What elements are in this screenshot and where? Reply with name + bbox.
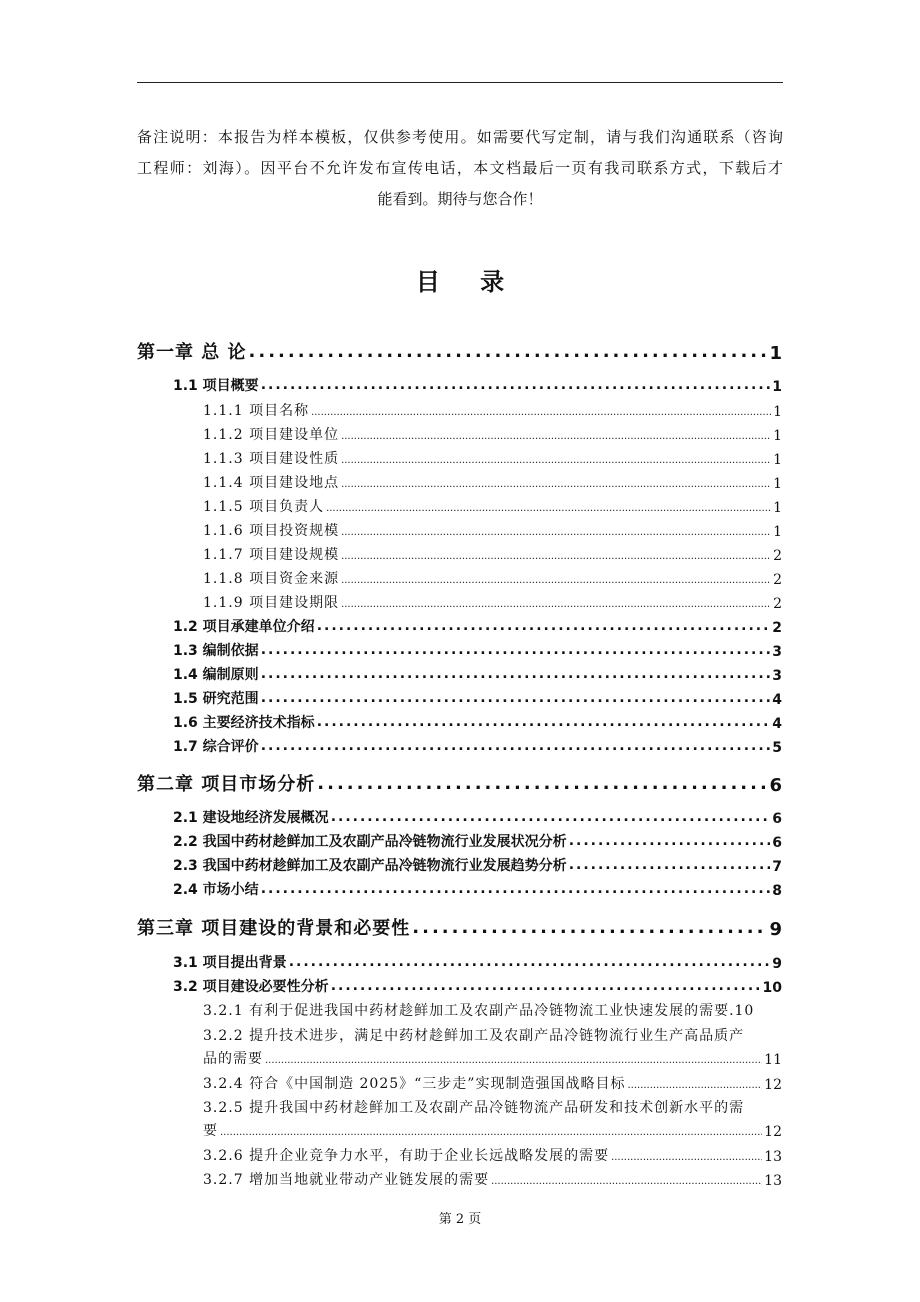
toc-page-number: 13 <box>764 1173 782 1189</box>
toc-section-2-1[interactable] <box>173 807 782 827</box>
toc-label: 1.1.6 项目投资规模 <box>203 523 340 539</box>
toc-label: 1.1 项目概要 <box>173 378 259 394</box>
toc-section-1-7[interactable] <box>173 736 782 756</box>
toc-subsection-3-2-2[interactable] <box>203 1048 782 1068</box>
toc-page-number: 2 <box>773 596 782 612</box>
toc-leader <box>261 885 771 899</box>
toc-page-number: 2 <box>772 620 782 636</box>
toc-page-number: 3 <box>772 668 782 684</box>
toc-subsection-1-1-8[interactable] <box>203 568 782 588</box>
toc-subsection-1-1-9[interactable] <box>203 592 782 612</box>
toc-leader <box>341 456 771 468</box>
toc-leader <box>331 982 761 996</box>
toc-page-number: 4 <box>772 716 782 732</box>
toc-label: 品的需要 <box>203 1051 263 1067</box>
toc-section-2-2[interactable] <box>173 831 782 851</box>
toc-label: 1.1.9 项目建设期限 <box>203 595 340 611</box>
toc-page-number: 1 <box>773 404 782 420</box>
toc-leader <box>491 1177 762 1189</box>
toc-label: 要 <box>203 1123 218 1139</box>
toc-label: 1.6 主要经济技术指标 <box>173 715 315 731</box>
toc-leader <box>317 778 767 796</box>
toc-chapter-3[interactable] <box>137 914 782 940</box>
toc-page-number: 6 <box>769 775 782 796</box>
toc-label: 2.3 我国中药材趁鲜加工及农副产品冷链物流行业发展趋势分析 <box>173 858 567 874</box>
toc-subsection-3-2-5-line1[interactable]: 3.2.5 提升我国中药材趁鲜加工及农副产品冷链物流产品研发和技术创新水平的需 <box>203 1100 745 1116</box>
toc-label: 2.2 我国中药材趁鲜加工及农副产品冷链物流行业发展状况分析 <box>173 834 567 850</box>
toc-label: 3.2 项目建设必要性分析 <box>173 979 329 995</box>
toc-leader <box>261 742 771 756</box>
toc-leader <box>331 813 771 827</box>
toc-page-number: 1 <box>773 476 782 492</box>
toc-leader <box>261 646 771 660</box>
toc-section-1-3[interactable] <box>173 640 782 660</box>
toc-leader <box>265 1056 762 1068</box>
toc-subsection-1-1-1[interactable] <box>203 400 782 420</box>
toc-page-number: 10 <box>762 980 782 996</box>
toc-leader <box>289 958 771 972</box>
toc-leader <box>341 480 771 492</box>
toc-leader <box>611 1153 762 1165</box>
toc-subsection-3-2-6[interactable] <box>203 1145 782 1165</box>
toc-chapter-1[interactable] <box>137 338 782 364</box>
toc-subsection-3-2-2-line1[interactable]: 3.2.2 提升技术进步，满足中药材趁鲜加工及农副产品冷链物流行业生产高品质产 <box>203 1028 745 1044</box>
toc-page-number: 7 <box>772 859 782 875</box>
toc-subsection-3-2-1[interactable]: 3.2.1 有利于促进我国中药材趁鲜加工及农副产品冷链物流工业快速发展的需要.10 <box>203 1003 755 1019</box>
toc-leader <box>412 922 767 940</box>
toc-page-number: 6 <box>772 835 782 851</box>
toc-page-number: 12 <box>764 1077 782 1093</box>
toc-page-number: 9 <box>769 919 782 940</box>
toc-leader <box>341 432 771 444</box>
header-rule <box>137 82 783 83</box>
toc-leader <box>311 408 771 420</box>
toc-label: 3.1 项目提出背景 <box>173 955 287 971</box>
toc-label: 1.3 编制依据 <box>173 643 259 659</box>
toc-page-number: 8 <box>772 883 782 899</box>
toc-section-3-2[interactable] <box>173 976 782 996</box>
toc-page-number: 9 <box>772 956 782 972</box>
toc-label: 1.5 研究范围 <box>173 691 259 707</box>
toc-leader <box>341 552 771 564</box>
toc-label: 3.2.7 增加当地就业带动产业链发展的需要 <box>203 1172 490 1188</box>
toc-label: 第二章 项目市场分析 <box>137 774 316 795</box>
toc-label: 第三章 项目建设的背景和必要性 <box>137 918 411 939</box>
toc-leader <box>261 694 771 708</box>
toc-title: 目 录 <box>415 268 521 296</box>
toc-chapter-2[interactable] <box>137 770 782 796</box>
toc-label: 2.1 建设地经济发展概况 <box>173 810 329 826</box>
toc-page-number: 3 <box>772 644 782 660</box>
toc-subsection-1-1-5[interactable] <box>203 496 782 516</box>
toc-page-number: 1 <box>773 500 782 516</box>
toc-section-2-4[interactable] <box>173 879 782 899</box>
toc-subsection-3-2-7[interactable] <box>203 1169 782 1189</box>
toc-label: 1.1.3 项目建设性质 <box>203 451 340 467</box>
toc-label: 1.4 编制原则 <box>173 667 259 683</box>
toc-subsection-1-1-2[interactable] <box>203 424 782 444</box>
toc-page-number: 1 <box>773 428 782 444</box>
toc-label: 1.2 项目承建单位介绍 <box>173 619 315 635</box>
toc-subsection-3-2-4[interactable] <box>203 1073 782 1093</box>
toc-page-number: 1 <box>773 452 782 468</box>
toc-label: 3.2.6 提升企业竞争力水平，有助于企业长远战略发展的需要 <box>203 1148 610 1164</box>
toc-label: 1.1.5 项目负责人 <box>203 499 325 515</box>
toc-leader <box>341 600 771 612</box>
note-line-1: 备注说明：本报告为样本模板，仅供参考使用。如需要代写定制，请与我们沟通联系（咨询 <box>137 128 783 146</box>
toc-section-1-6[interactable] <box>173 712 782 732</box>
toc-page-number: 5 <box>772 740 782 756</box>
disclaimer-note <box>137 122 783 215</box>
toc-leader <box>569 837 771 851</box>
toc-leader <box>261 381 771 395</box>
toc-leader <box>341 576 771 588</box>
toc-page-number: 1 <box>769 343 782 364</box>
page-footer: 第 2 页 <box>438 1212 482 1227</box>
toc-subsection-1-1-4[interactable] <box>203 472 782 492</box>
toc-label: 1.1.7 项目建设规模 <box>203 547 340 563</box>
toc-leader <box>249 346 768 364</box>
toc-leader <box>627 1081 762 1093</box>
note-line-3: 能看到。期待与您合作！ <box>377 190 543 208</box>
toc-subsection-1-1-7[interactable] <box>203 544 782 564</box>
toc-label: 2.4 市场小结 <box>173 882 259 898</box>
toc-section-1-1[interactable] <box>173 375 782 395</box>
toc-label: 1.1.4 项目建设地点 <box>203 475 340 491</box>
toc-section-3-1[interactable] <box>173 952 782 972</box>
toc-leader <box>317 622 771 636</box>
toc-label: 1.1.1 项目名称 <box>203 403 310 419</box>
toc-label: 第一章 总 论 <box>137 342 247 363</box>
toc-leader <box>326 504 771 516</box>
toc-section-1-4[interactable] <box>173 664 782 684</box>
toc-subsection-1-1-3[interactable] <box>203 448 782 468</box>
toc-label: 1.1.8 项目资金来源 <box>203 571 340 587</box>
toc-page-number: 2 <box>773 572 782 588</box>
toc-page-number: 1 <box>773 524 782 540</box>
toc-leader <box>569 861 771 875</box>
toc-page-number: 11 <box>764 1052 782 1068</box>
toc-subsection-3-2-5[interactable] <box>203 1120 782 1140</box>
toc-leader <box>220 1128 762 1140</box>
toc-subsection-1-1-6[interactable] <box>203 520 782 540</box>
toc-section-2-3[interactable] <box>173 855 782 875</box>
toc-label: 3.2.4 符合《中国制造 2025》“三步走”实现制造强国战略目标 <box>203 1076 626 1092</box>
toc-page-number: 2 <box>773 548 782 564</box>
toc-section-1-5[interactable] <box>173 688 782 708</box>
toc-leader <box>261 670 771 684</box>
note-line-2: 工程师：刘海）。因平台不允许发布宣传电话，本文档最后一页有我司联系方式，下载后才 <box>137 159 783 177</box>
toc-section-1-2[interactable] <box>173 616 782 636</box>
toc-page-number: 4 <box>772 692 782 708</box>
toc-page-number: 6 <box>772 811 782 827</box>
toc-page-number: 12 <box>764 1124 782 1140</box>
toc-page-number: 1 <box>772 379 782 395</box>
toc-label: 1.7 综合评价 <box>173 739 259 755</box>
toc-label: 1.1.2 项目建设单位 <box>203 427 340 443</box>
toc-leader <box>317 718 771 732</box>
toc-leader <box>341 528 771 540</box>
toc-page-number: 13 <box>764 1149 782 1165</box>
